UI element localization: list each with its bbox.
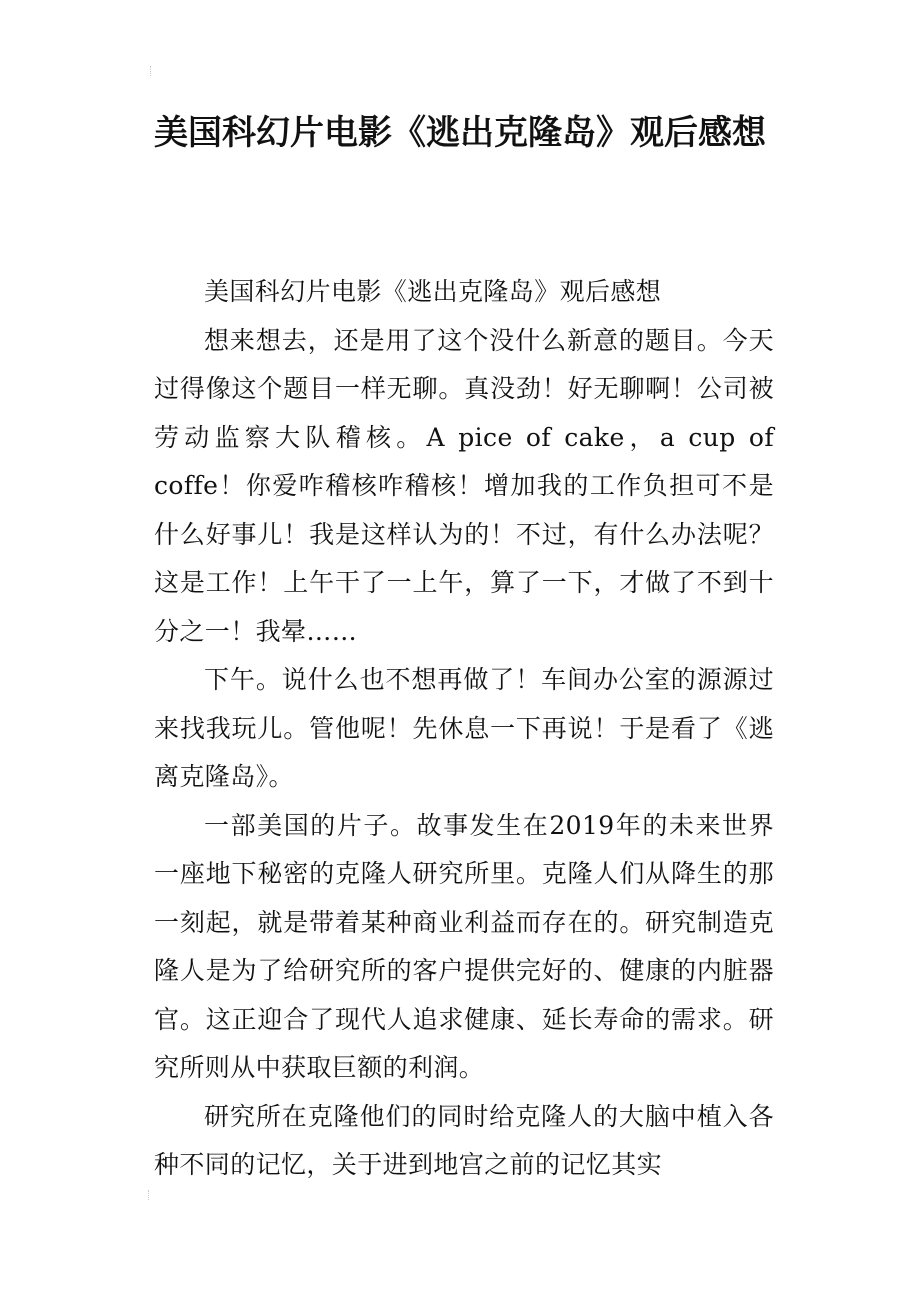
paragraph: 想来想去，还是用了这个没什么新意的题目。今天过得像这个题目一样无聊。真没劲！好无聊啊！公司被劳动监察大队稽核。A pice of cake，a cup of coffe！你爱咋稽核咋稽核！增加我的工作负担可不是什么好事儿！我是这样认为的！不过，有什么办法呢？这是工作！上午干了一上午，算了一下，才做了不到十分之一！我晕…… bbox=[154, 325, 774, 646]
paragraph-heading: 美国科幻片电影《逃出克隆岛》观后感想 bbox=[204, 277, 662, 306]
document-title: 美国科幻片电影《逃出克隆岛》观后感想 bbox=[154, 113, 766, 153]
document-body bbox=[154, 268, 774, 1190]
paragraph: 研究所在克隆他们的同时给克隆人的大脑中植入各种不同的记忆，关于进到地宫之前的记忆其实 bbox=[154, 1101, 774, 1179]
paragraph: 下午。说什么也不想再做了！车间办公室的源源过来找我玩儿。管他呢！先休息一下再说！于是看了《逃离克隆岛》。 bbox=[154, 665, 774, 791]
paragraph: 一部美国的片子。故事发生在2019年的未来世界一座地下秘密的克隆人研究所里。克隆人们从降生的那一刻起，就是带着某种商业利益而存在的。研究制造克隆人是为了给研究所的客户提供完好的、健康的内脏器官。这正迎合了现代人追求健康、延长寿命的需求。研究所则从中获取巨额的利润。 bbox=[154, 810, 774, 1082]
page-corner-mark bbox=[148, 1190, 155, 1200]
page-corner-mark bbox=[150, 66, 157, 76]
